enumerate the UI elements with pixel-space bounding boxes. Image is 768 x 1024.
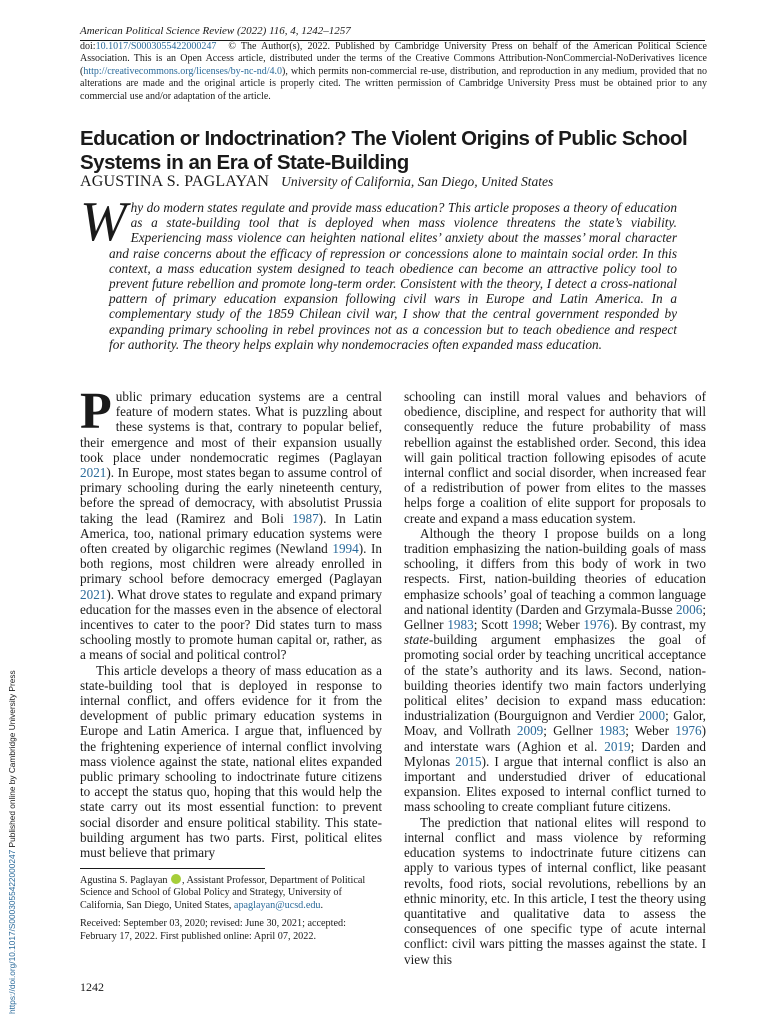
abstract-text: hy do modern states regulate and provide mass education? This article proposes a theory of education as a state-building tool that is deployed when mass violence threatens the state’s viability. Experiencing mass violence can heighten national elites’ anxiety about the masses’ moral character and raise concerns about the efficacy of repression or concessions alone to maintain social order. In this context, a mass education system designed to teach obedience can become an attractive policy tool to prevent future rebellion and promote long-term order. Consistent with the theory, I detect a cross-national pattern of primary education expansion following civil wars in Europe and Latin America. In a complementary study of the 1859 Chilean civil war, I show that the central government responded by expanding primary schooling in rebel provinces not as a concession but to teach obedience and respect for authority. The theory helps explain why nondemocracies often expanded mass education. [109, 200, 677, 352]
body-drop-cap: P [80, 383, 112, 440]
body-text: ublic primary education systems are a central feature of modern states. What is puzzling about these systems is that, contrary to popular belief, their emergence and most of their expansion usually took place under nondemocratic regimes (Paglayan [80, 389, 382, 465]
citation-link[interactable]: 2015 [455, 753, 482, 769]
body-text: ; Weber [625, 723, 676, 739]
byline [80, 173, 705, 191]
doi-prefix: doi: [80, 41, 96, 52]
author-affiliation: University of California, San Diego, United States [281, 174, 554, 189]
citation-link[interactable]: 1976 [675, 723, 702, 739]
footnote-author: Agustina S. Paglayan [80, 875, 168, 886]
sidebar-text-wrap [7, 670, 17, 1014]
body-text: ). What drove states to regulate and expand primary education for the masses even in the absence of electoral incentives to cater to the poor? Did states turn to mass schooling mostly to promote human capital or, rather, as a means of social and political control? [80, 586, 382, 663]
body-text: ). By contrast, my [609, 617, 707, 633]
sidebar-publisher-note: Published online by Cambridge University Press [7, 670, 17, 850]
paragraph [80, 383, 382, 663]
license-text-2: ), which permits non-commercial re-use, distribution, and reproduction in any medium, provided that no alterations are made and the original article is properly cited. The written permission of Cambridge University Press must be obtained prior to any commercial use and/or adaptation of the article. [80, 65, 707, 102]
orcid-icon[interactable] [171, 874, 181, 884]
footnote-rule [80, 868, 265, 869]
footnote-author-details: , Assistant Professor, Department of Political Science and School of Global Policy and Strategy, University of California, San Diego, United States, [80, 875, 366, 911]
body-text: ; Weber [538, 617, 584, 633]
email-link[interactable]: apaglayan@ucsd.edu [233, 899, 321, 911]
license-block [80, 41, 707, 103]
body-text: ; Gellner [404, 601, 706, 633]
body-column-left [80, 383, 382, 861]
journal-citation: American Political Science Review (2022) 116, 4, 1242–1257 [80, 25, 351, 37]
body-text: ; Gellner [543, 723, 599, 739]
citation-link[interactable]: 2000 [638, 708, 666, 724]
license-url-link[interactable]: http://creativecommons.org/licenses/by-nc-nd/4.0 [83, 65, 283, 77]
footnote-punct: . [320, 899, 324, 911]
abstract [80, 191, 677, 352]
paragraph: schooling can instill moral values and behaviors of obedience, discipline, and respect for authority that will consequently reduce the future probability of mass rebellion against the established order. Second, this idea will gain political traction following episodes of acute internal conflict and social disorder, when increased fear of a redistribution of power from elites to the masses helps forge a coalition of elite support for proposals to create and expand a mass education system. [404, 389, 706, 526]
citation-link[interactable]: 2009 [516, 723, 544, 739]
received-dates: Received: September 03, 2020; revised: June 30, 2021; accepted: February 17, 2022. First published online: April 07, 2022. [80, 918, 346, 942]
paragraph [404, 526, 706, 815]
body-text: ). In both regions, most children were already enrolled in primary school before democracy emerged (Paglayan [80, 541, 382, 587]
citation-link[interactable]: 1983 [598, 723, 626, 739]
citation-link[interactable]: 2019 [604, 738, 631, 754]
abstract-drop-cap: W [80, 191, 127, 253]
emphasis: state [404, 632, 429, 648]
citation-link[interactable]: 2021 [80, 586, 107, 602]
sidebar-doi [0, 0, 17, 1024]
body-column-right [404, 389, 706, 967]
citation-link[interactable]: 1983 [447, 617, 474, 633]
body-text: ) and interstate wars (Aghion et al. [404, 723, 706, 754]
journal-header [80, 25, 705, 41]
paragraph: The prediction that national elites will respond to internal conflict and mass violence by reforming education systems to indoctrinate future citizens can apply to various types of internal conflict, like peasant revolts, food riots, social revolutions, rebellions by an ethnic minority, etc. In this article, I test the theory using quantitative and qualitative data to assess the consequences of one specific type of acute internal conflict: civil wars pitting the masses against the state. I view this [404, 814, 706, 967]
body-text: -building argument emphasizes the goal of promoting social order by teaching uncritical acceptance of the state’s authority and its laws. Second, nation-building theories identify two main factors underlying political elites’ decision to expand mass education: industrialization (Bourguignon and Verdier [404, 632, 706, 724]
citation-link[interactable]: 2006 [675, 601, 703, 617]
citation-link[interactable]: 1998 [511, 617, 539, 633]
author-name: AGUSTINA S. PAGLAYAN [80, 173, 270, 190]
citation-link[interactable]: 1987 [292, 510, 319, 526]
body-text: Although the theory I propose builds on a long tradition emphasizing the nation-building goals of mass schooling, it differs from this body of work in two respects. First, nation-building theories of education emphasize schools’ goal of teaching a common language and national identity (Darden and Grzymala-Busse [404, 525, 706, 617]
author-note [80, 874, 382, 912]
body-text: ; Scott [473, 617, 512, 633]
paragraph: This article develops a theory of mass education as a state-building tool that is deployed in response to internal conflict, and offers evidence for it from the development of public primary education systems in Europe and Latin America. I argue that, influenced by the frightening experience of internal conflict involving mass violence against the state, national elites expanded public primary schooling to indoctrinate future citizens to accept the status quo, hoping that this would help the state carry out its most essential function: to prevent social disorder and ensure political stability. This state-building argument has two parts. First, political elites must believe that primary [80, 662, 382, 861]
body-text: ). In Europe, most states began to assume control of primary schooling during the early nineteenth century, before the spread of democracy, with absolutist Prussia taking the lead (Ramirez and Boli [80, 465, 382, 526]
citation-link[interactable]: 2021 [80, 465, 107, 481]
body-text: ). I argue that internal conflict is also an important and understudied driver of educational expansion. Elites exposed to internal conflict turned to mass schooling to create compliant future citizens. [404, 753, 706, 815]
footnote [80, 874, 382, 943]
body-text: ; Galor, Moav, and Vollrath [404, 708, 706, 739]
sidebar-doi-link[interactable]: https://doi.org/10.1017/S0003055422000247 [7, 849, 17, 1014]
body-text: ). In Latin America, too, national primary education systems were often created by oligarchic regimes (Newland [80, 510, 382, 557]
article-title: Education or Indoctrination? The Violent Origins of Public School Systems in an Era of State-Building [80, 127, 688, 174]
citation-link[interactable]: 1976 [583, 617, 610, 633]
license-text-1: © The Author(s), 2022. Published by Cambridge University Press on behalf of the American Political Science Association. This is an Open Access article, distributed under the terms of the Creative Commons Attribution-NonCommercial-NoDerivatives licence ( [80, 41, 707, 77]
body-text: ; Darden and Mylonas [404, 738, 707, 769]
page-number: 1242 [80, 980, 104, 994]
citation-link[interactable]: 1994 [332, 541, 359, 557]
doi-link[interactable]: 10.1017/S0003055422000247 [95, 41, 217, 52]
